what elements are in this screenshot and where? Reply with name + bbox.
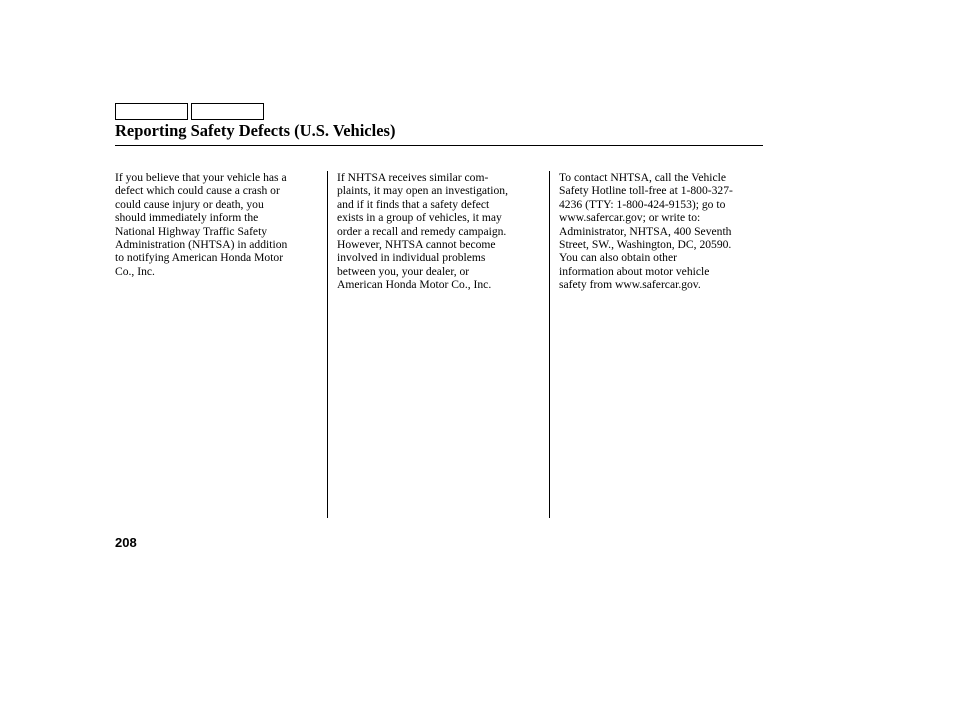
title-divider [115,145,763,146]
text-column-1 [115,171,323,278]
column-1-paragraph: If you believe that your vehicle has a defect which could cause a crash or could cause injury or death, you should immediately inform the National Highway Traffic Safety Administration (NHTSA) in addition to notifying American Honda Motor Co., Inc. [115,171,288,278]
nav-tab-1[interactable] [115,103,188,120]
page-number: 208 [115,535,137,550]
column-2-paragraph: If NHTSA receives similar com- plaints, it may open an investigation, and if it finds that a safety defect exists in a group of vehicles, it may order a recall and remedy campaign. However, NHTSA cannot become involved in individual problems between you, your dealer, or American Honda Motor Co., Inc. [337,171,508,292]
text-column-3 [559,171,767,292]
column-divider-2 [549,171,550,518]
nav-tab-2[interactable] [191,103,264,120]
page-title: Reporting Safety Defects (U.S. Vehicles) [115,121,396,140]
column-divider-1 [327,171,328,518]
text-column-2 [337,171,545,292]
column-3-paragraph: To contact NHTSA, call the Vehicle Safety Hotline toll-free at 1-800-327- 4236 (TTY: 1-800-424-9153); go to www.safercar.gov; or write to: Administrator, NHTSA, 400 Seventh Street, SW., Washington, DC, 20590. You can also obtain other information about motor vehicle safety from www.safercar.gov. [559,171,733,292]
